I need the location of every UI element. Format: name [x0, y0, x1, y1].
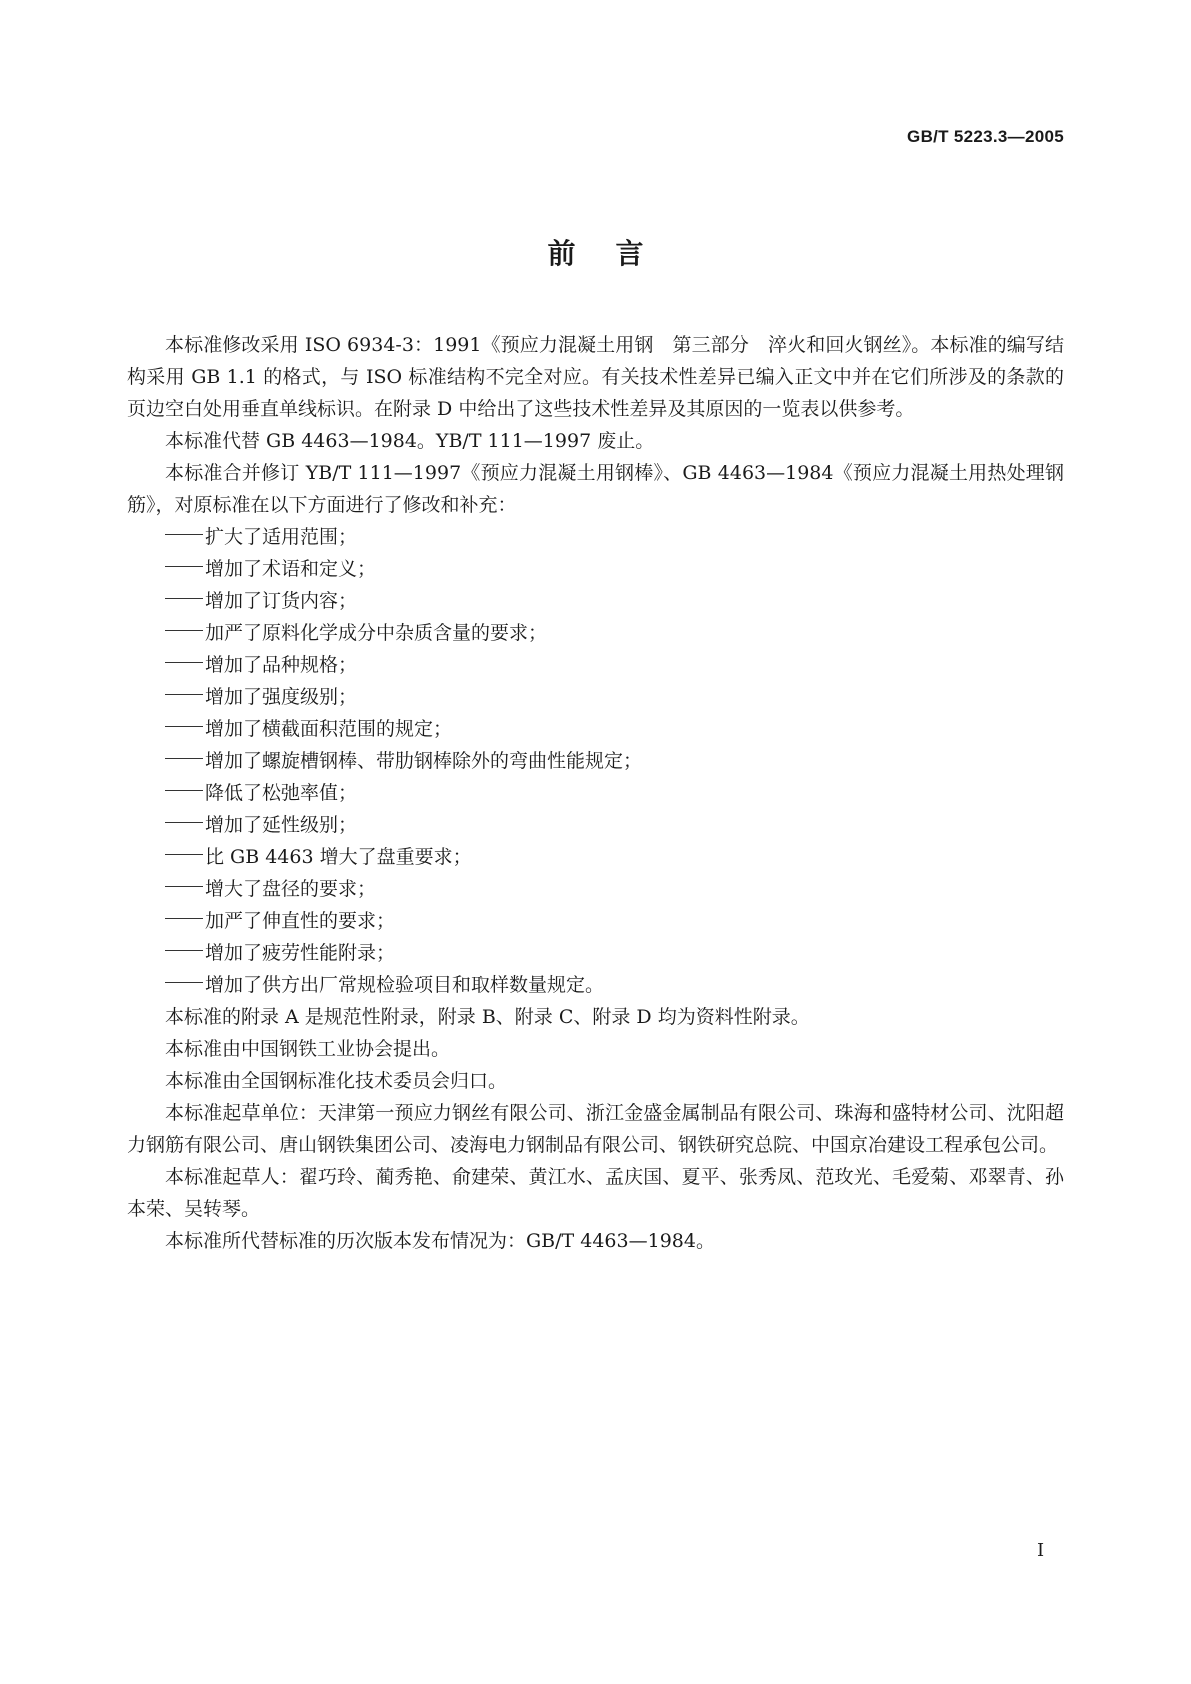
list-item: 增加了横截面积范围的规定；	[127, 713, 1064, 745]
changes-list	[127, 521, 1064, 1001]
list-item: 扩大了适用范围；	[127, 521, 1064, 553]
dash-mark	[165, 918, 203, 919]
list-item: 增加了疲劳性能附录；	[127, 937, 1064, 969]
dash-mark	[165, 822, 203, 823]
paragraph-centralized-by: 本标准由全国钢标准化技术委员会归口。	[165, 1070, 508, 1092]
dash-mark	[165, 598, 203, 599]
dash-mark	[165, 662, 203, 663]
page-number: I	[1037, 1540, 1045, 1561]
standard-number: GB/T 5223.3—2005	[907, 127, 1064, 146]
dash-mark	[165, 694, 203, 695]
list-item: 增加了螺旋槽钢棒、带肋钢棒除外的弯曲性能规定；	[127, 745, 1064, 777]
dash-mark	[165, 886, 203, 887]
list-item: 增加了供方出厂常规检验项目和取样数量规定。	[127, 969, 1064, 1001]
paragraph-history: 本标准所代替标准的历次版本发布情况为：GB/T 4463—1984。	[165, 1230, 715, 1252]
list-item: 增加了延性级别；	[127, 809, 1064, 841]
paragraph-drafting-units: 本标准起草单位：天津第一预应力钢丝有限公司、浙江金盛金属制品有限公司、珠海和盛特材公司、沈阳超力钢筋有限公司、唐山钢铁集团公司、凌海电力钢制品有限公司、钢铁研究总院、中国京冶建设工程承包公司。	[127, 1102, 1064, 1156]
list-item: 增加了强度级别；	[127, 681, 1064, 713]
dash-mark	[165, 534, 203, 535]
list-item: 增加了订货内容；	[127, 585, 1064, 617]
paragraph-merge: 本标准合并修订 YB/T 111—1997《预应力混凝土用钢棒》、GB 4463—1984《预应力混凝土用热处理钢筋》，对原标准在以下方面进行了修改和补充：	[127, 462, 1064, 516]
dash-mark	[165, 790, 203, 791]
list-item: 增加了品种规格；	[127, 649, 1064, 681]
dash-mark	[165, 950, 203, 951]
list-item: 降低了松弛率值；	[127, 777, 1064, 809]
dash-mark	[165, 566, 203, 567]
foreword-body	[127, 329, 1064, 1257]
paragraph-annexes: 本标准的附录 A 是规范性附录，附录 B、附录 C、附录 D 均为资料性附录。	[165, 1006, 810, 1028]
paragraph-replaces: 本标准代替 GB 4463—1984。YB/T 111—1997 废止。	[165, 430, 655, 452]
dash-mark	[165, 854, 203, 855]
paragraph-adoption: 本标准修改采用 ISO 6934-3：1991《预应力混凝土用钢 第三部分 淬火和回火钢丝》。本标准的编写结构采用 GB 1.1 的格式，与 ISO 标准结构不完全对应。有关技术性差异已编入正文中并在它们所涉及的条款的页边空白处用垂直单线标识。在附录 D 中给出了这些技术性差异及其原因的一览表以供参考。	[127, 334, 1064, 420]
list-item: 增加了术语和定义；	[127, 553, 1064, 585]
dash-mark	[165, 726, 203, 727]
list-item: 增大了盘径的要求；	[127, 873, 1064, 905]
paragraph-drafters: 本标准起草人：翟巧玲、蔺秀艳、俞建荣、黄江水、孟庆国、夏平、张秀凤、范玫光、毛爱菊、邓翠青、孙本荣、吴转琴。	[127, 1166, 1064, 1220]
dash-mark	[165, 758, 203, 759]
list-item: 加严了原料化学成分中杂质含量的要求；	[127, 617, 1064, 649]
dash-mark	[165, 982, 203, 983]
list-item: 比 GB 4463 增大了盘重要求；	[127, 841, 1064, 873]
list-item: 加严了伸直性的要求；	[127, 905, 1064, 937]
dash-mark	[165, 630, 203, 631]
paragraph-proposed-by: 本标准由中国钢铁工业协会提出。	[165, 1038, 451, 1060]
page-title: 前言	[547, 237, 684, 270]
